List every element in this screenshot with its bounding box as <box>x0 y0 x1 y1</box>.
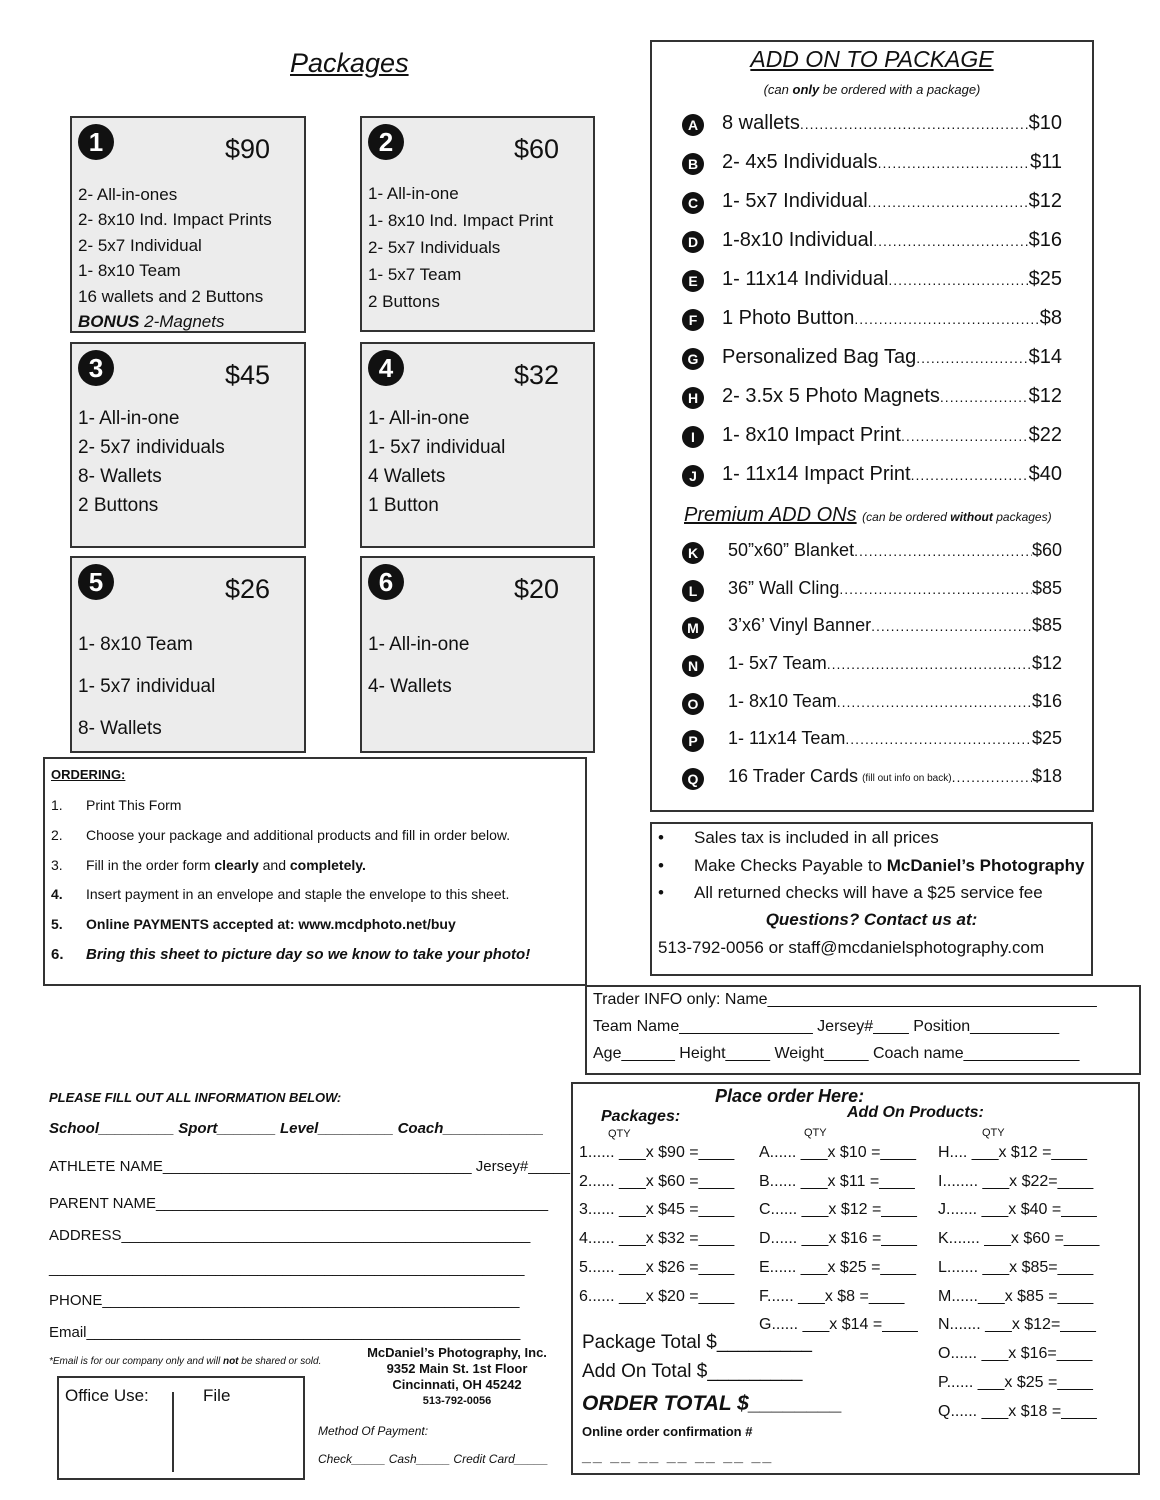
ordering-title: ORDERING: <box>51 767 126 782</box>
letter-badge-icon: Q <box>682 768 704 790</box>
contact-line: 513-792-0056 or staff@mcdanielsphotography.com <box>658 938 1045 957</box>
addon-subtitle: (can only be ordered with a package) <box>763 82 981 97</box>
phone-field[interactable]: PHONE__________________________________________________ <box>49 1292 520 1309</box>
email-field[interactable]: Email____________________________________________________ <box>49 1324 521 1341</box>
place-order-title: Place order Here: <box>715 1086 865 1106</box>
package-bonus <box>78 309 272 334</box>
letter-badge-icon: O <box>682 693 704 715</box>
package-number-badge: 3 <box>78 350 114 386</box>
premium-item-p: P 1- 11x14 Team ..... $25 <box>682 728 1062 756</box>
ordering-step: 6. Bring this sheet to picture day so we know to take your photo! <box>51 946 531 963</box>
ordering-step: 4. Insert payment in an envelope and staple the envelope to this sheet. <box>51 886 510 902</box>
qty-label: QTY <box>982 1127 1005 1139</box>
package-item: 1- 5x7 individual <box>368 437 506 458</box>
package-item: 1- 8x10 Team <box>78 261 181 281</box>
order-total-field[interactable]: ORDER TOTAL $________ <box>582 1392 843 1415</box>
package-item: 4- Wallets <box>368 676 452 697</box>
package-item: 8- Wallets <box>78 718 162 739</box>
package-number-badge: 1 <box>78 124 114 160</box>
letter-badge-icon: H <box>682 387 704 409</box>
trader-info-box <box>585 985 1141 1075</box>
payment-method-options[interactable]: Check_____ Cash_____ Credit Card_____ <box>318 1452 549 1466</box>
addon-panel <box>650 40 1094 812</box>
package-item: 1- 5x7 individual <box>78 676 216 697</box>
confirmation-number-field[interactable]: __ __ __ __ __ __ __ <box>582 1448 774 1465</box>
order-line-addon-p[interactable]: P...... ___x $25 =____ <box>938 1374 1093 1391</box>
company-phone: 513-792-0056 <box>422 1395 492 1407</box>
order-line-addon-m[interactable]: M......___x $85 =____ <box>938 1288 1094 1305</box>
package-item: 2- 5x7 individuals <box>78 437 225 458</box>
package-1-box <box>70 116 306 333</box>
package-item: 2 Buttons <box>368 292 440 311</box>
letter-badge-icon: N <box>682 655 704 677</box>
addon-item-g: G Personalized Bag Tag ..... $14 <box>682 346 1062 374</box>
package-price: $60 <box>513 134 559 164</box>
form-title: PLEASE FILL OUT ALL INFORMATION BELOW: <box>49 1090 342 1105</box>
addon-item-e: E 1- 11x14 Individual ..... $25 <box>682 268 1062 296</box>
package-item: 1- All-in-one <box>368 408 470 429</box>
package-item: 4 Wallets <box>368 466 446 487</box>
premium-item-o: O 1- 8x10 Team ..... $16 <box>682 691 1062 719</box>
premium-item-k: K 50”x60” Blanket ..... $60 <box>682 540 1062 568</box>
email-privacy-note: *Email is for our company only and will not be shared or sold. <box>49 1356 322 1367</box>
package-item: 1- All-in-one <box>368 184 459 203</box>
package-price: $45 <box>224 360 270 390</box>
info-bullet: • Sales tax is included in all prices <box>658 828 939 848</box>
order-line-package-4[interactable]: 4...... ___x $32 =____ <box>579 1230 735 1247</box>
confirmation-number-label: Online order confirmation # <box>582 1424 753 1439</box>
letter-badge-icon: A <box>682 114 704 136</box>
premium-item-n: N 1- 5x7 Team ..... $12 <box>682 653 1062 681</box>
letter-badge-icon: C <box>682 192 704 214</box>
order-line-addon-c[interactable]: C...... ___x $12 =____ <box>759 1201 917 1218</box>
package-item: 1- 8x10 Team <box>78 634 193 655</box>
package-item: 16 wallets and 2 Buttons <box>78 286 264 306</box>
letter-badge-icon: B <box>682 153 704 175</box>
addon-item-b: B 2- 4x5 Individuals ..... $11 <box>682 151 1062 179</box>
addon-column-header: Add On Products: <box>847 1104 984 1121</box>
method-of-payment-label: Method Of Payment: <box>318 1424 429 1438</box>
addon-item-h: H 2- 3.5x 5 Photo Magnets ..... $12 <box>682 385 1062 413</box>
order-line-package-6[interactable]: 6...... ___x $20 =____ <box>579 1288 735 1305</box>
package-item: 1- All-in-one <box>368 634 470 655</box>
ordering-step: 2. Choose your package and additional products and fill in order below. <box>51 827 511 843</box>
addon-item-j: J 1- 11x14 Impact Print ..... $40 <box>682 463 1062 491</box>
qty-label: QTY <box>608 1128 631 1140</box>
ordering-step: 3. Fill in the order form clearly and completely. <box>51 857 366 873</box>
order-line-addon-k[interactable]: K....... ___x $60 =____ <box>938 1230 1100 1247</box>
order-line-addon-f[interactable]: F...... ___x $8 =____ <box>759 1288 905 1305</box>
order-line-addon-d[interactable]: D...... ___x $16 =____ <box>759 1230 917 1247</box>
package-6-box <box>360 556 595 753</box>
package-total-field[interactable]: Package Total $_________ <box>582 1332 812 1353</box>
package-number-badge: 2 <box>368 124 404 160</box>
bonus-text: 2-Magnets <box>144 312 225 332</box>
letter-badge-icon: M <box>682 617 704 639</box>
addon-item-d: D 1-8x10 Individual ..... $16 <box>682 229 1062 257</box>
package-item: 2- All-in-ones <box>78 185 178 204</box>
package-item: 1- All-in-one <box>78 408 180 429</box>
package-number-badge: 4 <box>368 350 404 386</box>
order-line-addon-n[interactable]: N....... ___x $12=____ <box>938 1316 1096 1333</box>
letter-badge-icon: L <box>682 580 704 602</box>
order-line-addon-j[interactable]: J....... ___x $40 =____ <box>938 1201 1097 1218</box>
package-number-badge: 5 <box>78 564 114 600</box>
office-use-label: Office Use: <box>65 1386 149 1405</box>
letter-badge-icon: P <box>682 730 704 752</box>
letter-badge-icon: G <box>682 348 704 370</box>
company-name: McDaniel’s Photography, Inc. <box>367 1345 547 1360</box>
order-line-addon-h[interactable]: H.... ___x $12 =____ <box>938 1144 1087 1161</box>
letter-badge-icon: J <box>682 465 704 487</box>
addon-total-field[interactable]: Add On Total $_________ <box>582 1361 803 1382</box>
addon-item-c: C 1- 5x7 Individual ..... $12 <box>682 190 1062 218</box>
package-2-box <box>360 116 595 332</box>
order-line-addon-a[interactable]: A...... ___x $10 =____ <box>759 1144 917 1161</box>
school-sport-level-coach-fields[interactable]: School_________ Sport_______ Level_________ Coach____________ <box>49 1120 544 1137</box>
athlete-name-field[interactable]: ATHLETE NAME_____________________________________ Jersey#_____ <box>49 1158 570 1175</box>
addon-item-i: I 1- 8x10 Impact Print ..... $22 <box>682 424 1062 452</box>
ordering-instructions <box>43 757 587 986</box>
address-line-2-field[interactable]: _________________________________________________________ <box>49 1260 525 1277</box>
trader-line-team[interactable]: Team Name_______________ Jersey#____ Position__________ <box>593 1018 1060 1035</box>
order-line-addon-q[interactable]: Q...... ___x $18 =____ <box>938 1403 1097 1420</box>
addon-title: ADD ON TO PACKAGE <box>750 46 994 72</box>
parent-name-field[interactable]: PARENT NAME_______________________________________________ <box>49 1195 549 1212</box>
order-line-package-3[interactable]: 3...... ___x $45 =____ <box>579 1201 735 1218</box>
letter-badge-icon: E <box>682 270 704 292</box>
order-line-package-1[interactable]: 1...... ___x $90 =____ <box>579 1144 735 1161</box>
payment-info-box <box>650 822 1093 976</box>
address-field[interactable]: ADDRESS_________________________________________________ <box>49 1227 531 1244</box>
premium-item-l: L 36” Wall Cling ..... $85 <box>682 578 1062 606</box>
order-line-addon-o[interactable]: O...... ___x $16=____ <box>938 1345 1093 1362</box>
package-3-box <box>70 342 306 548</box>
trader-line-age[interactable]: Age______ Height_____ Weight_____ Coach name_____________ <box>593 1045 1080 1062</box>
package-price: $32 <box>513 360 559 390</box>
premium-addons-title: Premium ADD ONs (can be ordered without packages) <box>684 504 1052 526</box>
bonus-label: BONUS <box>78 312 140 332</box>
company-city: Cincinnati, OH 45242 <box>392 1377 522 1392</box>
office-use-box <box>57 1376 305 1480</box>
info-bullet: • Make Checks Payable to McDaniel’s Photography <box>658 856 1085 876</box>
package-item: 1 Button <box>368 495 439 516</box>
order-line-addon-l[interactable]: L....... ___x $85=____ <box>938 1259 1094 1276</box>
order-line-addon-b[interactable]: B...... ___x $11 =____ <box>759 1173 915 1190</box>
package-5-box <box>70 556 306 753</box>
package-4-box <box>360 342 595 548</box>
office-divider <box>172 1392 174 1472</box>
package-price: $90 <box>224 134 270 164</box>
file-label: File <box>203 1386 231 1405</box>
letter-badge-icon: I <box>682 426 704 448</box>
order-line-package-2[interactable]: 2...... ___x $60 =____ <box>579 1173 735 1190</box>
package-price: $26 <box>224 574 270 604</box>
package-item: 1- 5x7 Team <box>368 265 462 284</box>
packages-column-header: Packages: <box>601 1108 681 1125</box>
packages-heading: Packages <box>290 48 409 78</box>
order-line-addon-i[interactable]: I........ ___x $22=____ <box>938 1173 1094 1190</box>
trader-line-name[interactable]: Trader INFO only: Name_____________________________________ <box>593 991 1097 1008</box>
package-item: 2 Buttons <box>78 495 159 516</box>
package-number-badge: 6 <box>368 564 404 600</box>
package-price: $20 <box>513 574 559 604</box>
package-item: 2- 5x7 Individual <box>78 235 202 255</box>
premium-item-q: Q 16 Trader Cards (fill out info on back) ..... $18 <box>682 766 1062 794</box>
letter-badge-icon: D <box>682 231 704 253</box>
place-order-box <box>571 1082 1140 1475</box>
ordering-step: 5. Online PAYMENTS accepted at: www.mcdphoto.net/buy <box>51 916 456 932</box>
order-line-addon-g[interactable]: G...... ___x $14 =____ <box>759 1316 918 1333</box>
addon-item-f: F 1 Photo Button ..... $8 <box>682 307 1062 335</box>
order-line-addon-e[interactable]: E...... ___x $25 =____ <box>759 1259 917 1276</box>
package-item: 1- 8x10 Ind. Impact Print <box>368 211 554 230</box>
letter-badge-icon: F <box>682 309 704 331</box>
questions-heading: Questions? Contact us at: <box>765 910 978 929</box>
package-item: 8- Wallets <box>78 466 162 487</box>
ordering-step: 1. Print This Form <box>51 797 182 813</box>
order-line-package-5[interactable]: 5...... ___x $26 =____ <box>579 1259 735 1276</box>
info-bullet: • All returned checks will have a $25 service fee <box>658 883 1043 903</box>
company-address: 9352 Main St. 1st Floor <box>386 1361 528 1376</box>
premium-item-m: M 3’x6’ Vinyl Banner ..... $85 <box>682 615 1062 643</box>
addon-item-a: A 8 wallets ..... $10 <box>682 112 1062 140</box>
package-item: 2- 5x7 Individuals <box>368 238 501 257</box>
package-item: 2- 8x10 Ind. Impact Prints <box>78 210 272 230</box>
letter-badge-icon: K <box>682 542 704 564</box>
qty-label: QTY <box>804 1127 827 1139</box>
